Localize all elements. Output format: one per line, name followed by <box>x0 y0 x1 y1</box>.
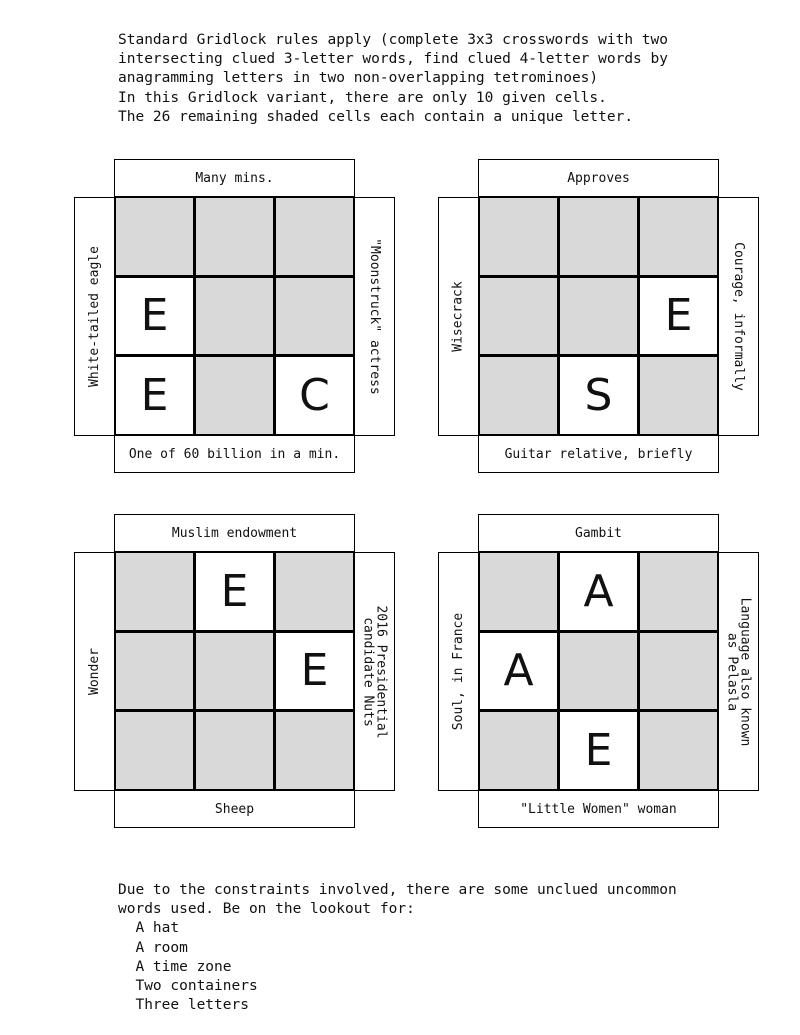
clue-text: Language also known as Pelasla <box>724 597 753 746</box>
given-cell: E <box>196 553 273 630</box>
outro-line: A room <box>118 939 188 956</box>
shaded-cell[interactable] <box>196 712 273 789</box>
outro-line: Due to the constraints involved, there are some unclued uncommon <box>118 882 677 898</box>
clue-left <box>74 552 115 791</box>
clue-top <box>114 159 355 197</box>
given-cell: E <box>116 357 193 434</box>
outro-line: Three letters <box>118 997 249 1014</box>
gridlock-puzzle <box>438 159 760 477</box>
clue-bottom <box>478 790 719 828</box>
shaded-cell[interactable] <box>480 198 557 275</box>
clue-text: Sheep <box>214 801 255 817</box>
clue-top <box>478 159 719 197</box>
shaded-cell[interactable] <box>116 633 193 710</box>
clue-left <box>438 197 479 436</box>
clue-text: Approves <box>567 170 630 186</box>
clue-right <box>718 197 759 436</box>
outro-line: words used. Be on the lookout for: <box>118 901 415 918</box>
clue-top <box>114 514 355 552</box>
shaded-cell[interactable] <box>196 278 273 355</box>
gridlock-puzzle <box>74 514 396 832</box>
clue-left <box>438 552 479 791</box>
grid <box>478 551 719 791</box>
shaded-cell[interactable] <box>640 712 717 789</box>
shaded-cell[interactable] <box>480 278 557 355</box>
grid <box>478 196 719 436</box>
shaded-cell[interactable] <box>276 198 353 275</box>
shaded-cell[interactable] <box>640 198 717 275</box>
shaded-cell[interactable] <box>560 278 637 355</box>
clue-right <box>718 552 759 791</box>
shaded-cell[interactable] <box>640 357 717 434</box>
given-cell: A <box>480 633 557 710</box>
clue-left <box>74 197 115 436</box>
shaded-cell[interactable] <box>196 357 273 434</box>
given-cell: E <box>640 278 717 355</box>
shaded-cell[interactable] <box>276 553 353 630</box>
shaded-cell[interactable] <box>116 553 193 630</box>
clue-right <box>354 197 395 436</box>
shaded-cell[interactable] <box>640 553 717 630</box>
clue-text: "Moonstruck" actress <box>367 238 383 395</box>
clue-bottom <box>478 435 719 473</box>
grid <box>114 551 355 791</box>
intro-line: In this Gridlock variant, there are only 10 given cells. <box>118 89 607 106</box>
clue-text: Guitar relative, briefly <box>504 446 693 462</box>
intro-line: The 26 remaining shaded cells each contain a unique letter. <box>118 108 634 125</box>
shaded-cell[interactable] <box>276 712 353 789</box>
given-cell: E <box>276 633 353 710</box>
clue-text: Courage, informally <box>731 242 746 391</box>
clue-text: Gambit <box>575 525 622 541</box>
shaded-cell[interactable] <box>480 357 557 434</box>
clue-text: White-tailed eagle <box>87 246 103 387</box>
outro-line: A hat <box>118 920 180 937</box>
gridlock-puzzle <box>438 514 760 832</box>
shaded-cell[interactable] <box>560 633 637 710</box>
given-cell: E <box>116 278 193 355</box>
clue-text: Wonder <box>87 648 102 695</box>
clue-text: Wisecrack <box>451 281 467 352</box>
shaded-cell[interactable] <box>196 633 273 710</box>
outro-text <box>118 881 677 1015</box>
given-cell: A <box>560 553 637 630</box>
shaded-cell[interactable] <box>480 712 557 789</box>
intro-line: intersecting clued 3-letter words, find clued 4-letter words by <box>118 51 668 68</box>
outro-line: A time zone <box>118 958 232 975</box>
grid <box>114 196 355 436</box>
gridlock-puzzle <box>74 159 396 477</box>
given-cell: S <box>560 357 637 434</box>
shaded-cell[interactable] <box>116 712 193 789</box>
shaded-cell[interactable] <box>276 278 353 355</box>
given-cell: C <box>276 357 353 434</box>
clue-bottom <box>114 435 355 473</box>
shaded-cell[interactable] <box>640 633 717 710</box>
clue-right <box>354 552 395 791</box>
clue-bottom <box>114 790 355 828</box>
shaded-cell[interactable] <box>480 553 557 630</box>
shaded-cell[interactable] <box>196 198 273 275</box>
intro-line: anagramming letters in two non-overlapping tetrominoes) <box>118 70 599 87</box>
given-cell: E <box>560 712 637 789</box>
clue-text: Many mins. <box>195 170 274 186</box>
shaded-cell[interactable] <box>560 198 637 275</box>
clue-top <box>478 514 719 552</box>
outro-line: Two containers <box>118 978 258 995</box>
clue-text: One of 60 billion in a min. <box>128 446 341 462</box>
clue-text: Soul, in France <box>451 612 466 731</box>
clue-text: "Little Women" woman <box>520 801 677 817</box>
clue-text: 2016 Presidential candidate Nuts <box>360 604 389 739</box>
intro-text <box>118 31 668 127</box>
shaded-cell[interactable] <box>116 198 193 275</box>
intro-line: Standard Gridlock rules apply (complete 3x3 crosswords with two <box>118 32 668 48</box>
clue-text: Muslim endowment <box>171 525 298 541</box>
